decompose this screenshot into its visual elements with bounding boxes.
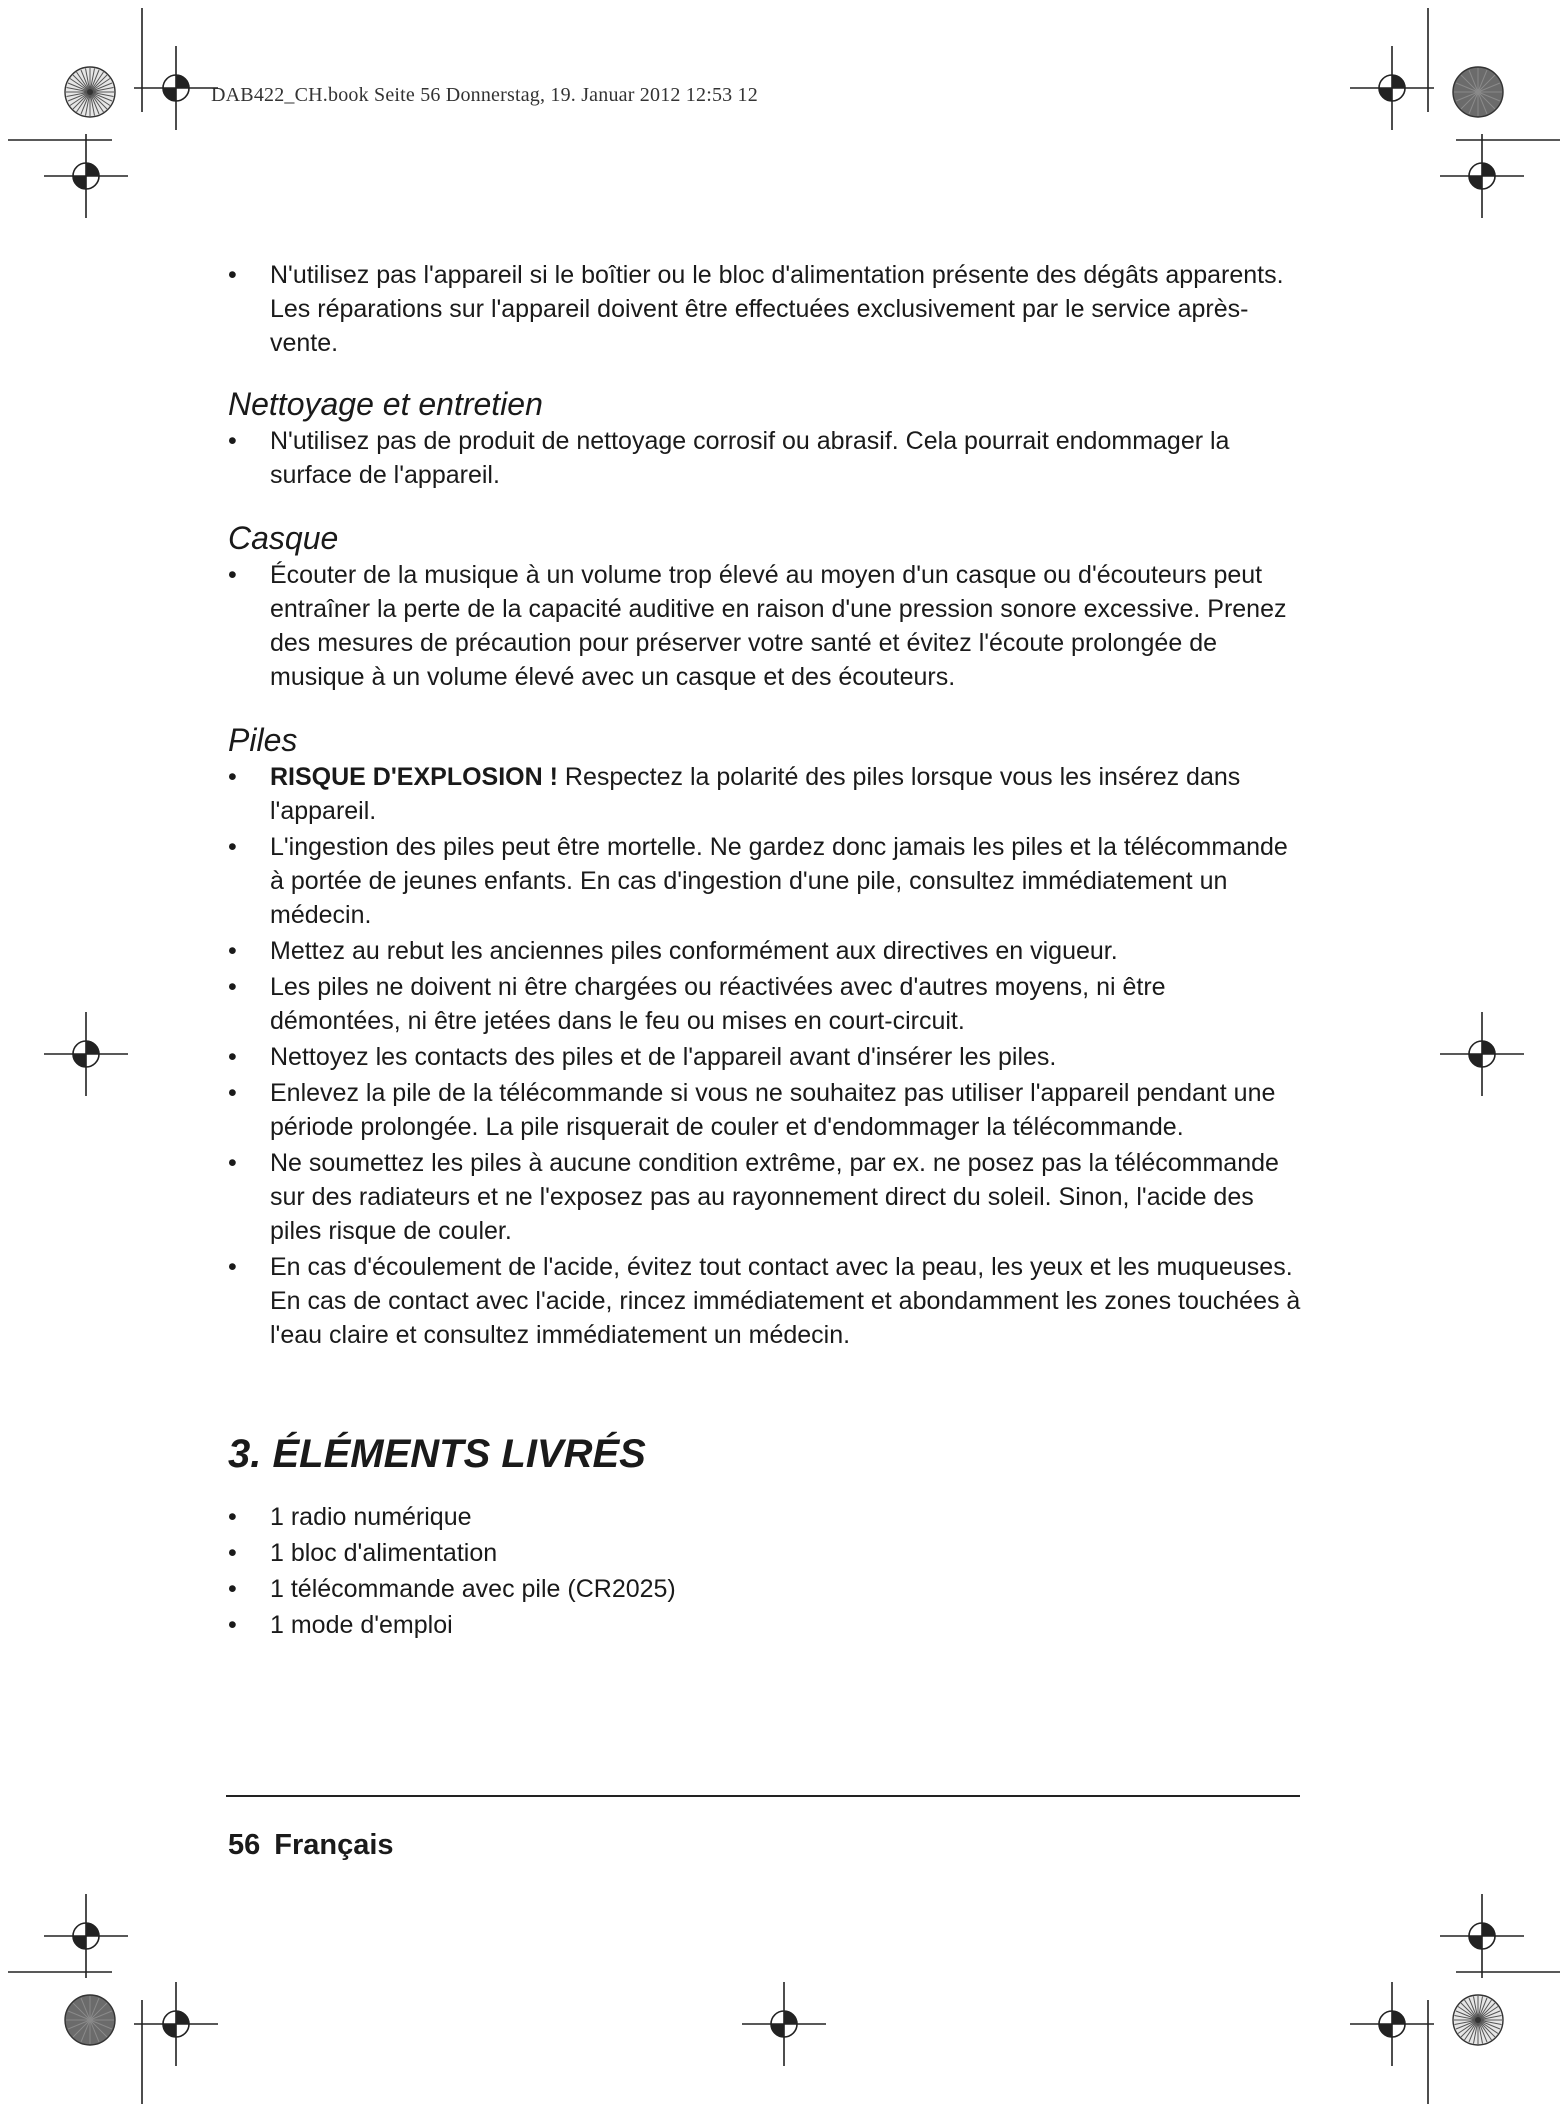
list-item: • Ne soumettez les piles à aucune condition extrême, par ex. ne posez pas la télécommande sur des radiateurs et ne l'exposez pas au rayonnement direct du soleil. Sinon, l'acide des piles risque de couler. [228, 1146, 1303, 1248]
explosion-warning: RISQUE D'EXPLOSION ! [270, 763, 558, 791]
registration-mark-icon [1350, 46, 1434, 130]
section-title-headphones: Casque [228, 520, 339, 556]
top-right-rosette-icon [1453, 67, 1503, 117]
registration-mark-icon [44, 1894, 128, 1978]
list-item: • Mettez au rebut les anciennes piles conformément aux directives en vigueur. [228, 934, 1303, 968]
registration-mark-icon [1440, 1012, 1524, 1096]
registration-mark-icon [134, 46, 218, 130]
list-item: • 1 mode d'emploi [228, 1608, 1303, 1642]
registration-mark-icon [742, 1982, 826, 2066]
footer-language: Français [274, 1829, 394, 1861]
list-item: • 1 radio numérique [228, 1500, 1303, 1534]
running-header: DAB422_CH.book Seite 56 Donnerstag, 19. Januar 2012 12:53 12 [211, 84, 758, 106]
list-item: • En cas d'écoulement de l'acide, évitez tout contact avec la peau, les yeux et les muqueuses. En cas de contact avec l'acide, rincez immédiatement et abondamment les zones touchées à l'eau claire et consultez immédiatement un médecin. [228, 1250, 1303, 1352]
list-item: • L'ingestion des piles peut être mortelle. Ne gardez donc jamais les piles et la télécommande à portée de jeunes enfants. En cas d'ingestion d'une pile, consultez immédiatement un médecin. [228, 830, 1303, 932]
registration-mark-icon [44, 134, 128, 218]
bottom-left-rosette-icon [65, 1995, 115, 2045]
registration-mark-icon [1440, 134, 1524, 218]
registration-mark-icon [134, 1982, 218, 2066]
list-item: • Nettoyez les contacts des piles et de l'appareil avant d'insérer les piles. [228, 1040, 1303, 1074]
list-item: • Écouter de la musique à un volume trop élevé au moyen d'un casque ou d'écouteurs peut entraîner la perte de la capacité auditive en raison d'une pression sonore excessive. Prenez des mesures de précaution pour préserver votre santé et évitez l'écoute prolongée de musique à un volume élevé avec un casque et des écouteurs. [228, 558, 1303, 694]
list-item: • Les piles ne doivent ni être chargées ou réactivées avec d'autres moyens, ni être démontées, ni être jetées dans le feu ou mises en court-circuit. [228, 970, 1303, 1038]
list-item: • N'utilisez pas de produit de nettoyage corrosif ou abrasif. Cela pourrait endommager la surface de l'appareil. [228, 424, 1303, 492]
list-item: • N'utilisez pas l'appareil si le boîtier ou le bloc d'alimentation présente des dégâts apparents. Les réparations sur l'appareil doivent être effectuées exclusivement par le service après-vente. [228, 258, 1303, 360]
section-title-batteries: Piles [228, 722, 298, 758]
list-item: • 1 bloc d'alimentation [228, 1536, 1303, 1570]
warning-text: Respectez la polarité des piles lorsque vous les insérez dans l'appareil. [270, 763, 1241, 825]
registration-mark-icon [44, 1012, 128, 1096]
top-left-rosette-icon [65, 67, 115, 117]
section-title-cleaning: Nettoyage et entretien [228, 386, 543, 422]
registration-mark-icon [1350, 1982, 1434, 2066]
page-number: 56 [228, 1829, 261, 1861]
list-item: • Enlevez la pile de la télécommande si vous ne souhaitez pas utiliser l'appareil pendant une période prolongée. La pile risquerait de couler et d'endommager la télécommande. [228, 1076, 1303, 1144]
registration-mark-icon [1440, 1894, 1524, 1978]
list-item: • 1 télécommande avec pile (CR2025) [228, 1572, 1303, 1606]
bottom-right-rosette-icon [1453, 1995, 1503, 2045]
chapter-title: 3. ÉLÉMENTS LIVRÉS [228, 1432, 646, 1476]
